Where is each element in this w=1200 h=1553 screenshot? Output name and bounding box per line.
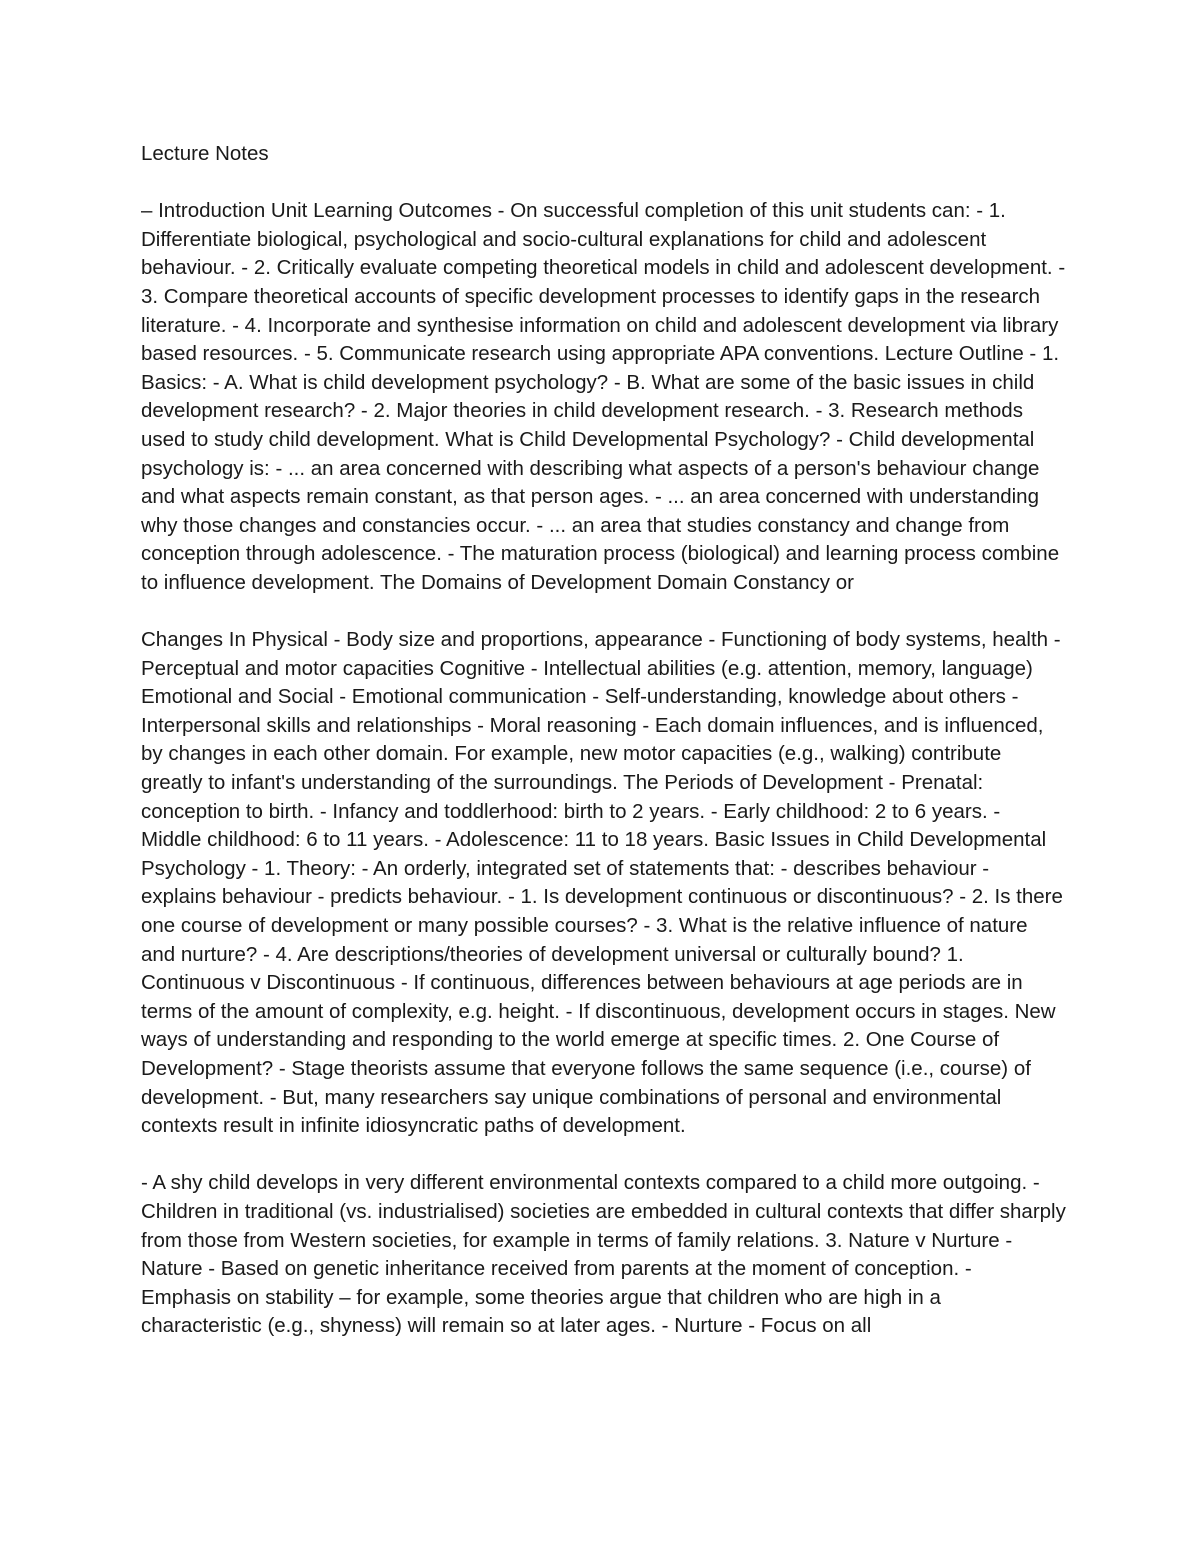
spacer bbox=[141, 1141, 1066, 1170]
paragraph-learning-outcomes: – Introduction Unit Learning Outcomes - On successful completion of this unit students can: - 1. Differentiate biological, psychological and socio-cultural explanations for child and adolescent behaviour. - 2. Critically evaluate competing theoretical models in child and adolescent development. - 3. Compare theoretical accounts of specific development processes to identify gaps in the research literature. - 4. Incorporate and synthesise information on child and adolescent development via library based resources. - 5. Communicate research using appropriate APA conventions. Lecture Outline - 1. Basics: - A. What is child development psychology? - B. What are some of the basic issues in child development research? - 2. Major theories in child development research. - 3. Research methods used to study child development. What is Child Developmental Psychology? - Child developmental psychology is: - ... an area concerned with describing what aspects of a person's behaviour change and what aspects remain constant, as that person ages. - ... an area concerned with understanding why those changes and constancies occur. - ... an area that studies constancy and change from conception through adolescence. - The maturation process (biological) and learning process combine to influence development. The Domains of Development Domain Constancy or bbox=[141, 199, 1066, 594]
spacer bbox=[141, 169, 1066, 198]
document-body bbox=[141, 140, 1066, 1341]
paragraph-nature-nurture: - A shy child develops in very different environmental contexts compared to a child more outgoing. - Children in traditional (vs. industrialised) societies are embedded in cultural contexts that differ sharply from those from Western societies, for example in terms of family relations. 3. Nature v Nurture - Nature - Based on genetic inheritance received from parents at the moment of conception. - Emphasis on stability – for example, some theories argue that children who are high in a characteristic (e.g., shyness) will remain so at later ages. - Nurture - Focus on all bbox=[141, 1171, 1066, 1338]
page-title: Lecture Notes bbox=[141, 142, 269, 165]
paragraph-domains-and-issues: Changes In Physical - Body size and proportions, appearance - Functioning of body systems, health - Perceptual and motor capacities Cognitive - Intellectual abilities (e.g. attention, memory, language) Emotional and Social - Emotional communication - Self-understanding, knowledge about others - Interpersonal skills and relationships - Moral reasoning - Each domain influences, and is influenced, by changes in each other domain. For example, new motor capacities (e.g., walking) contribute greatly to infant's understanding of the surroundings. The Periods of Development - Prenatal: conception to birth. - Infancy and toddlerhood: birth to 2 years. - Early childhood: 2 to 6 years. - Middle childhood: 6 to 11 years. - Adolescence: 11 to 18 years. Basic Issues in Child Developmental Psychology - 1. Theory: - An orderly, integrated set of statements that: - describes behaviour - explains behaviour - predicts behaviour. - 1. Is development continuous or discontinuous? - 2. Is there one course of development or many possible courses? - 3. What is the relative influence of nature and nurture? - 4. Are descriptions/theories of development universal or culturally bound? 1. Continuous v Discontinuous - If continuous, differences between behaviours at age periods are in terms of the amount of complexity, e.g. height. - If discontinuous, development occurs in stages. New ways of understanding and responding to the world emerge at specific times. 2. One Course of Development? - Stage theorists assume that everyone follows the same sequence (i.e., course) of development. - But, many researchers say unique combinations of personal and environmental contexts result in infinite idiosyncratic paths of development. bbox=[141, 628, 1063, 1138]
spacer bbox=[141, 598, 1066, 627]
